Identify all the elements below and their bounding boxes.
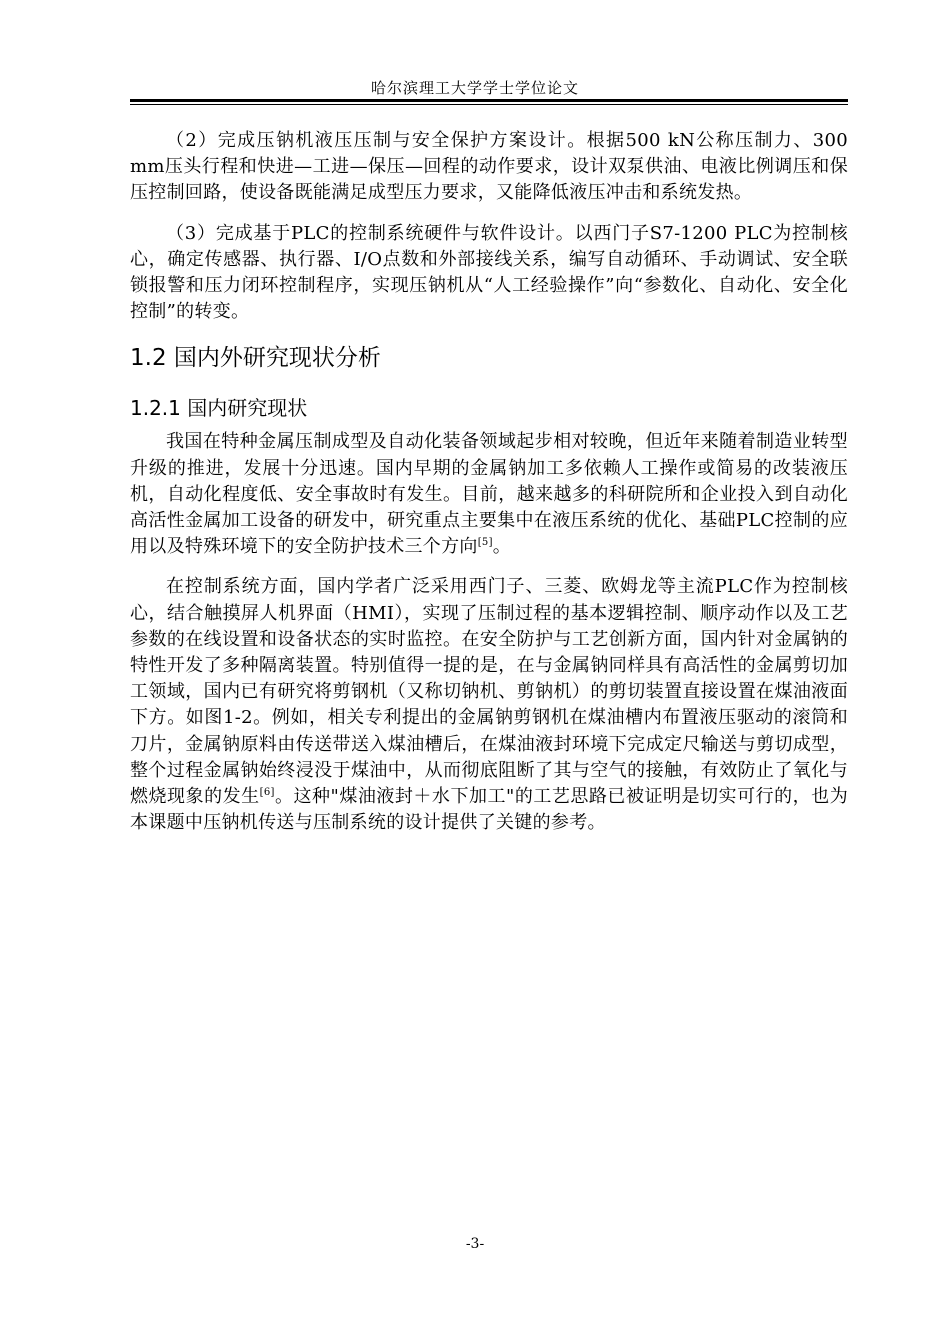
header-rule-thick <box>130 99 848 102</box>
citation-5: [5] <box>477 537 493 549</box>
paragraph-domestic-research-2-end: 。这种"煤油液封＋水下加工"的工艺思路已被证明是切实可行的，也为本课题中压钠机传送与压制系统的设计提供了关键的参考。 <box>130 786 848 834</box>
subsection-heading-1-2-1: 1.2.1 国内研究现状 <box>130 396 308 421</box>
paragraph-objective-3: （3）完成基于PLC的控制系统硬件与软件设计。以西门子S7-1200 PLC为控制核心，确定传感器、执行器、I/O点数和外部接线关系，编写自动循环、手动调试、安全联锁报警和压力闭环控制程序，实现压钠机从“人工经验操作”向“参数化、自动化、安全化控制”的转变。 <box>130 222 848 323</box>
page-content <box>130 128 848 836</box>
running-header-title: 哈尔滨理工大学学士学位论文 <box>370 79 579 97</box>
section-heading-1-2: 1.2 国内外研究现状分析 <box>130 345 381 372</box>
page-number: -3- <box>465 1236 485 1252</box>
paragraph-domestic-research-2 <box>130 574 848 836</box>
paragraph-objective-2: （2）完成压钠机液压压制与安全保护方案设计。根据500 kN公称压制力、300 mm压头行程和快进—工进—保压—回程的动作要求，设计双泵供油、电液比例调压和保压控制回路，使设备既能满足成型压力要求，又能降低液压冲击和系统发热。 <box>130 130 848 204</box>
header-rule-thin <box>130 104 848 105</box>
citation-6: [6] <box>259 787 275 799</box>
paragraph-domestic-research-2-text: 在控制系统方面，国内学者广泛采用西门子、三菱、欧姆龙等主流PLC作为控制核心，结合触摸屏人机界面（HMI），实现了压制过程的基本逻辑控制、顺序动作以及工艺参数的在线设置和设备状态的实时监控。在安全防护与工艺创新方面，国内针对金属钠的特性开发了多种隔离装置。特别值得一提的是，在与金属钠同样具有高活性的金属剪切加工领域，国内已有研究将剪钢机（又称切钠机、剪钠机）的剪切装置直接设置在煤油液面下方。如图1-2。例如，相关专利提出的金属钠剪钢机在煤油槽内布置液压驱动的滚筒和刀片，金属钠原料由传送带送入煤油槽后，在煤油液封环境下完成定尺输送与剪切成型，整个过程金属钠始终浸没于煤油中，从而彻底阻断了其与空气的接触，有效防止了氧化与燃烧现象的发生 <box>130 576 848 808</box>
paragraph-domestic-research-1 <box>130 429 848 560</box>
paragraph-domestic-research-1-text: 我国在特种金属压制成型及自动化装备领域起步相对较晚，但近年来随着制造业转型升级的推进，发展十分迅速。国内早期的金属钠加工多依赖人工操作或简易的改装液压机，自动化程度低、安全事故时有发生。目前，越来越多的科研院所和企业投入到自动化高活性金属加工设备的研发中，研究重点主要集中在液压系统的优化、基础PLC控制的应用以及特殊环境下的安全防护技术三个方向 <box>130 431 848 558</box>
paragraph-domestic-research-1-end: 。 <box>492 536 512 558</box>
